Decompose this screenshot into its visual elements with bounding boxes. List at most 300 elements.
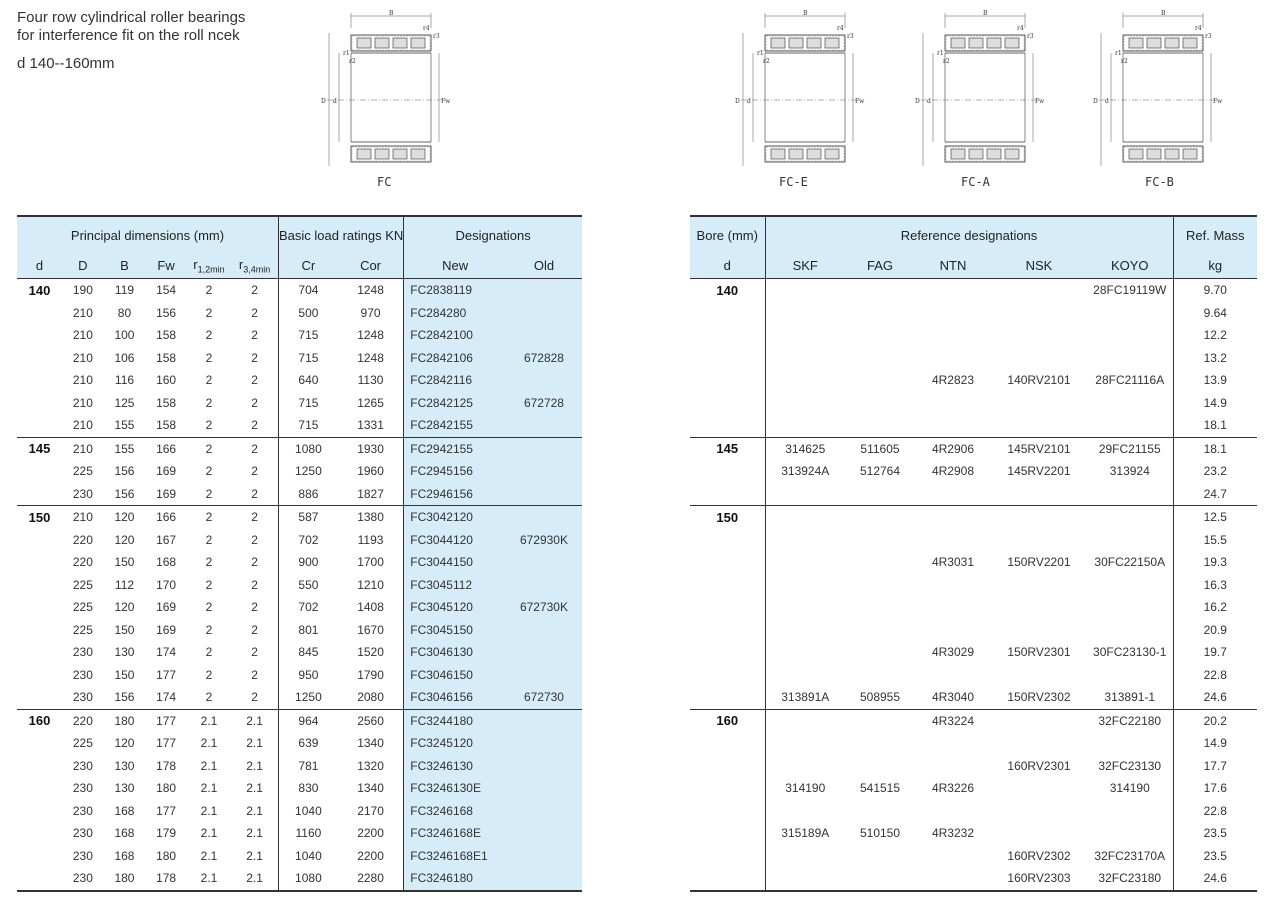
cell-skf (765, 574, 845, 597)
cell-b: 100 (114, 328, 135, 343)
cell-fag (845, 324, 915, 347)
table-row (17, 324, 582, 347)
cell-cor: 2560 (338, 709, 404, 732)
cell-koyo: 313891-1 (1104, 690, 1156, 705)
cell-old (506, 506, 582, 529)
cell-koyo (1087, 822, 1173, 845)
drawing-label-d: d (333, 98, 337, 105)
cell-d (690, 822, 765, 845)
table-row (17, 845, 582, 868)
cell-fw: 169 (156, 486, 177, 501)
header-B: B (104, 253, 146, 279)
cell-nsk (991, 302, 1087, 325)
cell-cr: 715 (278, 347, 337, 370)
cell-d (17, 867, 62, 891)
cell-r34: 2.1 (246, 781, 263, 796)
cell-d (690, 867, 765, 891)
drawing-label-r4: r4 (1017, 25, 1024, 32)
cell-fag (845, 506, 915, 529)
cell-r12: 2 (205, 622, 213, 637)
cell-r12: 2 (205, 305, 213, 320)
cell-old (506, 619, 582, 642)
bore-range: d 140--160mm (17, 55, 115, 72)
cell-kg: 9.70 (1173, 279, 1257, 302)
drawing-label-r4: r4 (423, 25, 430, 32)
table-row (17, 279, 582, 302)
cell-koyo (1087, 800, 1173, 823)
cell-cr: 1250 (278, 686, 337, 709)
cell-fw: 180 (156, 848, 177, 863)
drawing-label-b: B (983, 10, 988, 17)
cell-d (690, 529, 765, 552)
cell-b: 119 (114, 283, 135, 298)
table-row (690, 800, 1257, 823)
cell-r12: 2 (205, 464, 213, 479)
cell-kg: 12.2 (1173, 324, 1257, 347)
header-nsk: NSK (991, 253, 1087, 279)
cell-koyo (1087, 506, 1173, 529)
cell-d (17, 800, 62, 823)
cell-new: FC3044150 (404, 551, 506, 574)
cell-d: 160 (17, 709, 62, 732)
drawing-label-r4: r4 (1195, 25, 1202, 32)
cell-fw: 179 (156, 826, 177, 841)
cell-new: FC3246180 (404, 867, 506, 891)
header-basic-load: Basic load ratings KN (278, 216, 403, 253)
cell-skf (765, 641, 845, 664)
cell-cor: 1248 (357, 350, 384, 365)
drawing-label-r1: r1 (937, 50, 944, 57)
cell-fw: 177 (156, 736, 177, 751)
cell-nsk (991, 596, 1087, 619)
cell-cr: 1250 (278, 460, 337, 483)
cell-d: 210 (62, 506, 104, 529)
cell-nsk (991, 529, 1087, 552)
table-row (690, 506, 1257, 529)
cell-skf (765, 414, 845, 437)
cell-koyo (1087, 302, 1173, 325)
cell-nsk (991, 324, 1087, 347)
cell-old (506, 574, 582, 597)
cell-cor: 2200 (357, 826, 384, 841)
table-row (17, 732, 582, 755)
cell-koyo (1087, 619, 1173, 642)
cell-cr: 639 (278, 732, 337, 755)
cell-kg: 23.5 (1173, 845, 1257, 868)
cell-koyo (1087, 414, 1173, 437)
cell-r34: 2.1 (246, 826, 263, 841)
cell-kg: 13.9 (1173, 369, 1257, 392)
cell-fag (845, 347, 915, 370)
cell-ntn: 4R3224 (915, 709, 991, 732)
cell-kg: 19.3 (1173, 551, 1257, 574)
table-row (690, 483, 1257, 506)
cell-skf: 314625 (765, 437, 845, 460)
cell-cor: 1960 (357, 464, 384, 479)
cell-d (17, 414, 62, 437)
cell-cor: 1265 (357, 395, 384, 410)
cell-old (506, 483, 582, 506)
table-row (690, 845, 1257, 868)
table-row (17, 369, 582, 392)
cell-r12: 2 (205, 600, 213, 615)
cell-new: FC3046150 (404, 664, 506, 687)
cell-d: 210 (72, 418, 93, 433)
cell-b: 80 (117, 305, 132, 320)
table-row (17, 709, 582, 732)
cell-ntn (915, 302, 991, 325)
cell-r34: 2 (251, 395, 258, 410)
drawing-caption: FC-B (1145, 175, 1174, 189)
cell-ntn: 4R3232 (931, 826, 975, 841)
cell-cor: 1248 (357, 328, 384, 343)
cell-kg: 14.9 (1173, 732, 1257, 755)
cell-d (690, 551, 765, 574)
cell-r12: 2.1 (200, 871, 218, 886)
table-row (690, 279, 1257, 302)
cell-b: 155 (114, 418, 135, 433)
cell-d: 220 (72, 532, 93, 547)
cell-old (506, 279, 582, 302)
cell-r12: 2.1 (200, 781, 218, 796)
cell-d (690, 574, 765, 597)
cell-fag (845, 483, 915, 506)
cell-d (17, 777, 62, 800)
cell-nsk: 160RV2302 (1007, 848, 1071, 863)
cell-nsk (991, 483, 1087, 506)
cell-cr: 702 (278, 596, 337, 619)
cell-skf: 315189A (765, 822, 845, 845)
cell-d (690, 414, 765, 437)
cell-fw: 177 (145, 709, 187, 732)
cell-skf (765, 279, 845, 302)
cell-nsk (991, 392, 1087, 415)
drawing-label-r3: r3 (1205, 33, 1212, 40)
cell-skf (765, 392, 845, 415)
cell-old (506, 867, 582, 891)
cell-b: 125 (114, 395, 135, 410)
cell-cor: 2280 (357, 871, 384, 886)
cell-kg: 23.5 (1173, 822, 1257, 845)
cell-old (506, 822, 582, 845)
table-row (17, 392, 582, 415)
cell-koyo: 29FC21155 (1087, 437, 1173, 460)
cell-new: FC2838119 (404, 279, 506, 302)
cell-r34: 2 (251, 350, 258, 365)
header-ref-mass: Ref. Mass (1173, 216, 1257, 253)
cell-d (690, 596, 765, 619)
cell-r34: 2 (251, 464, 258, 479)
header-Cor: Cor (338, 253, 404, 279)
cell-d: 145 (690, 437, 765, 460)
cell-r34: 2 (251, 532, 258, 547)
cell-d: 230 (72, 486, 93, 501)
cell-ntn (915, 800, 991, 823)
cell-old (506, 324, 582, 347)
table-row (17, 414, 582, 437)
header-Old: Old (506, 253, 582, 279)
cell-d (17, 460, 62, 483)
cell-r34: 2 (251, 373, 258, 388)
drawing-caption: FC-A (961, 175, 990, 189)
cell-d (17, 324, 62, 347)
cell-cr: 845 (278, 641, 337, 664)
cell-r12: 2 (205, 690, 213, 705)
cell-b: 180 (114, 871, 135, 886)
table-row (690, 822, 1257, 845)
drawing-label-fw: Fw (441, 98, 451, 105)
cell-kg: 23.2 (1173, 460, 1257, 483)
table-row (690, 867, 1257, 891)
cell-fag (845, 414, 915, 437)
cell-fag: 541515 (859, 781, 901, 796)
header-principal-dimensions: Principal dimensions (mm) (17, 216, 278, 253)
cell-skf (765, 755, 845, 778)
cell-fag (845, 302, 915, 325)
cell-cor: 1408 (357, 600, 384, 615)
cell-b: 180 (104, 709, 146, 732)
cell-fag: 508955 (859, 690, 901, 705)
table-row (690, 369, 1257, 392)
cell-d (690, 641, 765, 664)
cell-nsk (991, 822, 1087, 845)
cell-koyo: 32FC23170A (1094, 848, 1166, 863)
table-row (17, 529, 582, 552)
cell-new: FC2842116 (404, 369, 506, 392)
table-row (17, 483, 582, 506)
table-row (690, 709, 1257, 732)
cell-koyo (1087, 324, 1173, 347)
cell-fw: 177 (156, 803, 177, 818)
cell-old (506, 777, 582, 800)
cell-new: FC3246168E (404, 822, 506, 845)
cell-old: 672728 (506, 392, 582, 415)
cell-cr: 1160 (278, 822, 337, 845)
page-title (17, 9, 245, 45)
cell-d: 220 (72, 555, 93, 570)
cell-fw: 156 (156, 305, 177, 320)
cell-koyo: 30FC23130-1 (1093, 645, 1167, 660)
cell-fag (845, 867, 915, 891)
cell-koyo (1087, 574, 1173, 597)
cell-ntn (915, 324, 991, 347)
cell-cr: 704 (278, 279, 337, 302)
table-row (690, 324, 1257, 347)
cell-cr: 1080 (278, 437, 337, 460)
cell-ntn (915, 506, 991, 529)
cell-fag (845, 392, 915, 415)
cell-r34: 2 (251, 283, 258, 298)
cell-fw: 167 (156, 532, 177, 547)
table-row (690, 664, 1257, 687)
cell-r12: 2.1 (200, 826, 218, 841)
header-koyo: KOYO (1087, 253, 1173, 279)
table-row (690, 551, 1257, 574)
table-row (690, 596, 1257, 619)
cell-d (690, 302, 765, 325)
cell-ntn (915, 664, 991, 687)
cell-r12: 2 (187, 437, 231, 460)
drawing-label-fw: Fw (1213, 98, 1223, 105)
drawing-label-b: B (1161, 10, 1166, 17)
table-row (17, 347, 582, 370)
header-D: D (62, 253, 104, 279)
drawing-caption: FC-E (779, 175, 808, 189)
cell-old (506, 369, 582, 392)
cell-d (17, 641, 62, 664)
cell-nsk: 140RV2101 (1007, 373, 1071, 388)
drawing-label-fw: Fw (1035, 98, 1045, 105)
table-row (17, 686, 582, 709)
cell-cor: 1331 (357, 418, 384, 433)
cell-d: 145 (17, 437, 62, 460)
cell-d (17, 822, 62, 845)
cell-old: 672730 (506, 686, 582, 709)
cell-ntn: 4R3040 (931, 690, 975, 705)
cell-fw: 169 (156, 464, 177, 479)
cell-fag (845, 755, 915, 778)
drawing-label-r3: r3 (433, 33, 440, 40)
cell-koyo (1087, 392, 1173, 415)
cell-nsk (991, 414, 1087, 437)
cell-skf (765, 709, 845, 732)
cell-fw: 160 (156, 373, 177, 388)
cell-fag (845, 279, 915, 302)
cell-nsk (991, 619, 1087, 642)
cell-cor: 1340 (357, 736, 384, 751)
cell-d (17, 845, 62, 868)
cell-d: 150 (690, 506, 765, 529)
cell-ntn: 4R2823 (931, 373, 975, 388)
cell-ntn (915, 347, 991, 370)
bearing-drawing-1 (313, 8, 463, 168)
cell-b: 168 (114, 826, 135, 841)
cell-d (690, 483, 765, 506)
cell-d: 220 (62, 709, 104, 732)
cell-r12: 2 (205, 373, 213, 388)
cell-fw: 170 (156, 577, 177, 592)
cell-nsk (991, 800, 1087, 823)
cell-r12: 2 (205, 283, 213, 298)
cell-new: FC3246130 (404, 755, 506, 778)
drawing-label-d: D (321, 98, 326, 105)
cell-old (506, 845, 582, 868)
cell-d: 210 (72, 328, 93, 343)
cell-d: 230 (72, 690, 93, 705)
cell-cr: 900 (278, 551, 337, 574)
cell-cr: 781 (278, 755, 337, 778)
cell-fw: 166 (145, 506, 187, 529)
cell-r12: 2.1 (200, 803, 218, 818)
cell-koyo: 32FC23180 (1098, 871, 1162, 886)
cell-b: 155 (104, 437, 146, 460)
cell-b: 120 (114, 600, 135, 615)
cell-new: FC3042120 (404, 506, 506, 529)
cell-d: 160 (690, 709, 765, 732)
cell-cor: 1380 (338, 506, 404, 529)
header-fag: FAG (845, 253, 915, 279)
drawing-caption: FC (377, 175, 392, 189)
table-row (17, 574, 582, 597)
cell-cr: 1080 (278, 867, 337, 891)
cell-ntn: 4R2908 (931, 464, 975, 479)
cell-kg: 18.1 (1173, 437, 1257, 460)
cell-d (690, 619, 765, 642)
cell-cor: 1193 (357, 532, 384, 547)
cell-d: 230 (72, 826, 93, 841)
cell-skf (765, 845, 845, 868)
header-reference-designations: Reference designations (765, 216, 1173, 253)
cell-new: FC3246130E (404, 777, 506, 800)
cell-koyo: 32FC23130 (1098, 758, 1162, 773)
cell-d (690, 777, 765, 800)
cell-r34: 2 (251, 328, 258, 343)
cell-fw: 154 (156, 283, 177, 298)
cell-d (17, 551, 62, 574)
cell-d: 230 (72, 645, 93, 660)
cell-fw: 168 (156, 555, 177, 570)
drawing-label-r3: r3 (1027, 33, 1034, 40)
cell-ntn (915, 596, 991, 619)
drawing-label-r1: r1 (757, 50, 764, 57)
header-designations: Designations (404, 216, 582, 253)
table-row (690, 437, 1257, 460)
cell-r12: 2 (205, 667, 213, 682)
table-row (690, 777, 1257, 800)
cell-cr: 715 (278, 414, 337, 437)
cell-nsk (991, 347, 1087, 370)
cell-koyo (1087, 483, 1173, 506)
header-ntn: NTN (915, 253, 991, 279)
cell-ntn: 4R3031 (931, 555, 975, 570)
cell-fw: 178 (156, 758, 177, 773)
cell-d (17, 686, 62, 709)
drawing-label-r2: r2 (763, 58, 770, 65)
cell-r34: 2 (251, 486, 258, 501)
table-row (690, 641, 1257, 664)
cell-new: FC3244180 (404, 709, 506, 732)
header-Cr: Cr (278, 253, 337, 279)
cell-r34: 2 (251, 622, 258, 637)
cell-b: 112 (114, 577, 135, 592)
cell-koyo: 32FC22180 (1087, 709, 1173, 732)
cell-d: 225 (72, 464, 93, 479)
cell-fag (845, 529, 915, 552)
cell-d (17, 369, 62, 392)
cell-r34: 2.1 (246, 758, 263, 773)
cell-old: 672730K (506, 596, 582, 619)
cell-cor: 2200 (357, 848, 384, 863)
cell-d: 230 (72, 781, 93, 796)
cell-skf (765, 551, 845, 574)
cell-d (17, 732, 62, 755)
cell-ntn (915, 755, 991, 778)
cell-r12: 2 (205, 328, 213, 343)
cell-old (506, 664, 582, 687)
cell-new: FC3046130 (404, 641, 506, 664)
cell-cor: 1248 (357, 283, 384, 298)
cell-b: 156 (114, 464, 135, 479)
table-row (690, 347, 1257, 370)
cell-kg: 17.6 (1173, 777, 1257, 800)
table-row (690, 392, 1257, 415)
cell-skf (765, 664, 845, 687)
title-line-1: Four row cylindrical roller bearings (17, 9, 246, 26)
cell-cor: 1700 (357, 555, 384, 570)
cell-skf: 313924A (765, 460, 845, 483)
cell-ntn (915, 529, 991, 552)
cell-kg: 14.9 (1173, 392, 1257, 415)
